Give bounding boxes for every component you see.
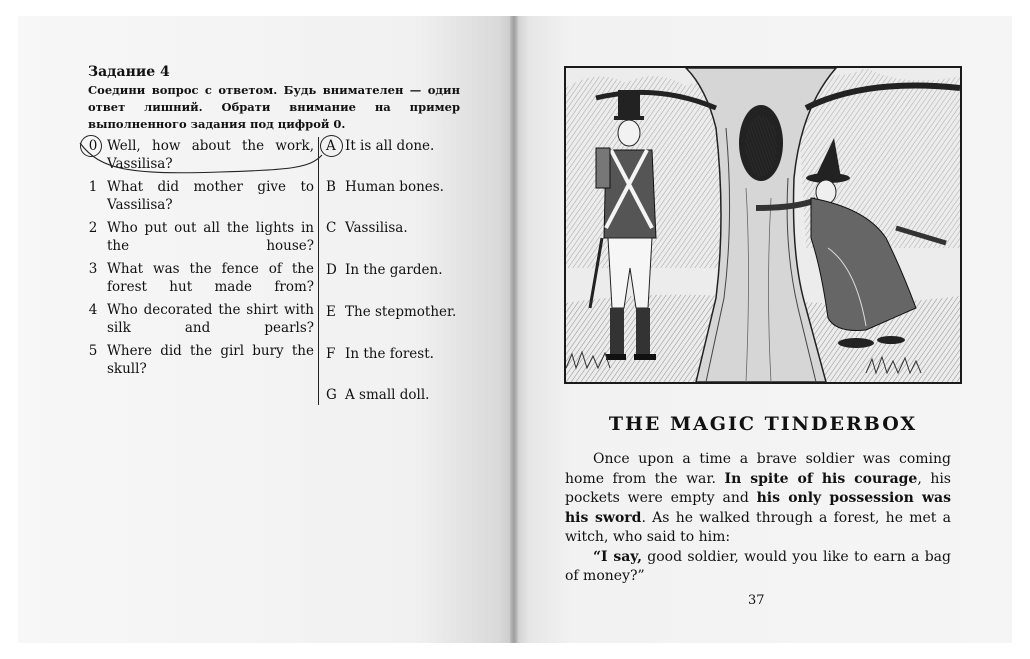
question-text: Where did the girl bury the skull?: [107, 343, 314, 377]
answer-text: In the forest.: [345, 346, 434, 362]
soldier-and-witch-engraving: [566, 68, 960, 382]
question-text: Who put out all the lights in the house?: [107, 220, 314, 254]
answer-letter: G: [326, 387, 337, 403]
question-3: [86, 260, 314, 296]
question-4: [86, 301, 314, 337]
question-number: 0: [88, 138, 98, 154]
story-text-segment: , his pockets were empty and: [565, 470, 951, 506]
question-text: What did mother give to Vassilisa?: [107, 179, 314, 213]
question-number: 1: [88, 179, 98, 195]
bold-phrase-courage: In spite of his courage: [724, 470, 918, 487]
story-text-segment: good soldier, would you like to earn a bag of money?”: [565, 548, 951, 584]
answer-e: [326, 303, 456, 321]
answer-b: [326, 178, 444, 196]
book-spine: [510, 16, 518, 643]
question-number: 4: [88, 302, 98, 318]
question-number: 3: [88, 261, 98, 277]
answer-letter: D: [326, 262, 337, 278]
question-text: Well, how about the work, Vassilisa?: [107, 138, 314, 172]
question-text: What was the fence of the forest hut made from?: [107, 261, 314, 295]
question-5: [86, 342, 314, 378]
story-text-segment: Once upon a time a brave soldier was coming home from the war.: [565, 451, 951, 487]
example-connector-line: [70, 130, 350, 180]
answer-text: Vassilisa.: [345, 220, 408, 236]
page-number: 37: [748, 593, 765, 608]
answer-f: [326, 345, 434, 363]
bold-phrase-possession: his only possession was his sword: [565, 490, 951, 526]
answer-letter: F: [326, 346, 336, 362]
question-2: [86, 219, 314, 255]
answer-text: Human bones.: [345, 179, 444, 195]
question-number: 5: [88, 343, 98, 359]
bold-phrase-i-say: “I say,: [593, 548, 642, 565]
story-text: [565, 450, 951, 587]
question-number: 2: [88, 220, 98, 236]
answer-text: The stepmother.: [345, 304, 457, 320]
answer-c: [326, 219, 408, 237]
answer-g: [326, 386, 429, 404]
story-text-segment: . As he walked through a forest, he met a witch, who said to him:: [565, 509, 951, 545]
answer-text: It is all done.: [345, 138, 435, 154]
task-title: Задание 4: [88, 64, 170, 80]
task-instruction: Соедини вопрос с ответом. Будь внимателен — один ответ лишний. Обрати внимание на пример выполненного задания под цифрой 0.: [88, 83, 460, 131]
story-illustration: [564, 66, 962, 384]
answer-letter: C: [326, 220, 337, 236]
answer-text: In the garden.: [345, 262, 443, 278]
story-paragraph-2: [565, 548, 951, 587]
question-1: [86, 178, 314, 214]
answer-letter: E: [326, 304, 336, 320]
question-text: Who decorated the shirt with silk and pearls?: [107, 302, 314, 336]
answer-d: [326, 261, 442, 279]
story-paragraph-1: [565, 450, 951, 548]
story-title: THE MAGIC TINDERBOX: [608, 413, 918, 435]
answer-text: A small doll.: [345, 387, 430, 403]
answer-letter: B: [326, 179, 336, 195]
answer-letter: A: [326, 138, 336, 154]
